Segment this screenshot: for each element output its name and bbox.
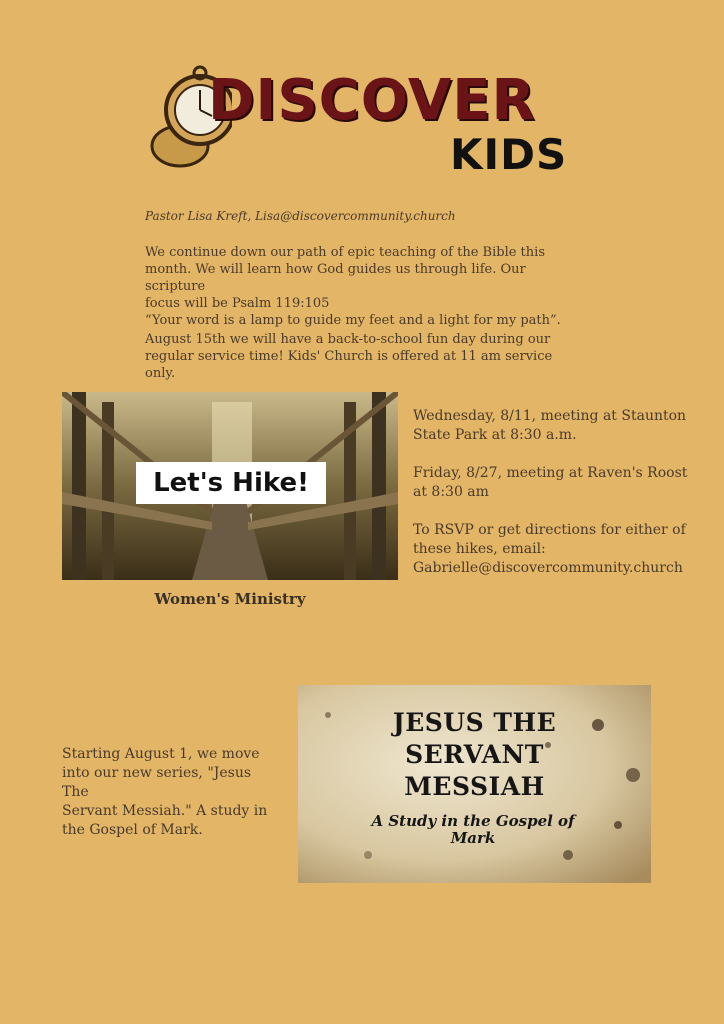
intro-line: month. We will learn how God guides us through life. Our scripture: [145, 262, 526, 294]
intro-paragraph: [145, 244, 585, 329]
series-image-subtitle: [338, 813, 608, 847]
hike-event-2: [413, 464, 703, 502]
series-line: Starting August 1, we move: [62, 746, 260, 762]
rsvp-line: these hikes, email:: [413, 541, 546, 557]
back-to-school-paragraph: [145, 331, 585, 382]
series-description: [62, 745, 282, 840]
intro-line: We continue down our path of epic teaching of the Bible this: [145, 245, 545, 260]
hike-event-line: Wednesday, 8/11, meeting at Staunton: [413, 408, 687, 424]
hike-event-line: State Park at 8:30 a.m.: [413, 427, 577, 443]
series-title-line: MESSIAH: [404, 772, 545, 801]
discover-kids-logo: [150, 60, 580, 190]
hike-event-line: at 8:30 am: [413, 484, 489, 500]
hike-details: [413, 407, 703, 597]
logo-discover-text: DISCOVER: [208, 68, 536, 133]
intro-line: August 15th we will have a back-to-school fun day during our: [145, 332, 551, 347]
series-subtitle-line: A Study in the Gospel of: [371, 812, 575, 830]
rsvp-email: Gabrielle@discovercommunity.church: [413, 560, 683, 576]
logo-kids-text: KIDS: [450, 130, 568, 179]
series-line: Servant Messiah." A study in: [62, 803, 268, 819]
intro-line: regular service time! Kids' Church is offered at 11 am service only.: [145, 349, 553, 381]
lets-hike-label: Let's Hike!: [136, 462, 326, 504]
womens-ministry-caption: Women's Ministry: [154, 590, 306, 608]
hike-event-1: [413, 407, 703, 445]
hike-event-line: Friday, 8/27, meeting at Raven's Roost: [413, 465, 688, 481]
series-subtitle-line: Mark: [450, 829, 496, 847]
pastor-contact: Pastor Lisa Kreft, Lisa@discovercommunity.church: [145, 209, 456, 223]
series-line: the Gospel of Mark.: [62, 822, 203, 838]
hike-image: [62, 392, 398, 580]
series-image-title: [298, 707, 651, 803]
series-title-line: SERVANT: [405, 740, 544, 769]
series-image: [298, 685, 651, 883]
series-title-line: JESUS THE: [392, 708, 557, 737]
intro-line: focus will be Psalm 119:105: [145, 296, 330, 311]
hike-rsvp: [413, 521, 703, 578]
rsvp-line: To RSVP or get directions for either of: [413, 522, 686, 538]
intro-line: “Your word is a lamp to guide my feet and a light for my path”.: [145, 313, 561, 328]
series-line: into our new series, "Jesus The: [62, 765, 252, 800]
